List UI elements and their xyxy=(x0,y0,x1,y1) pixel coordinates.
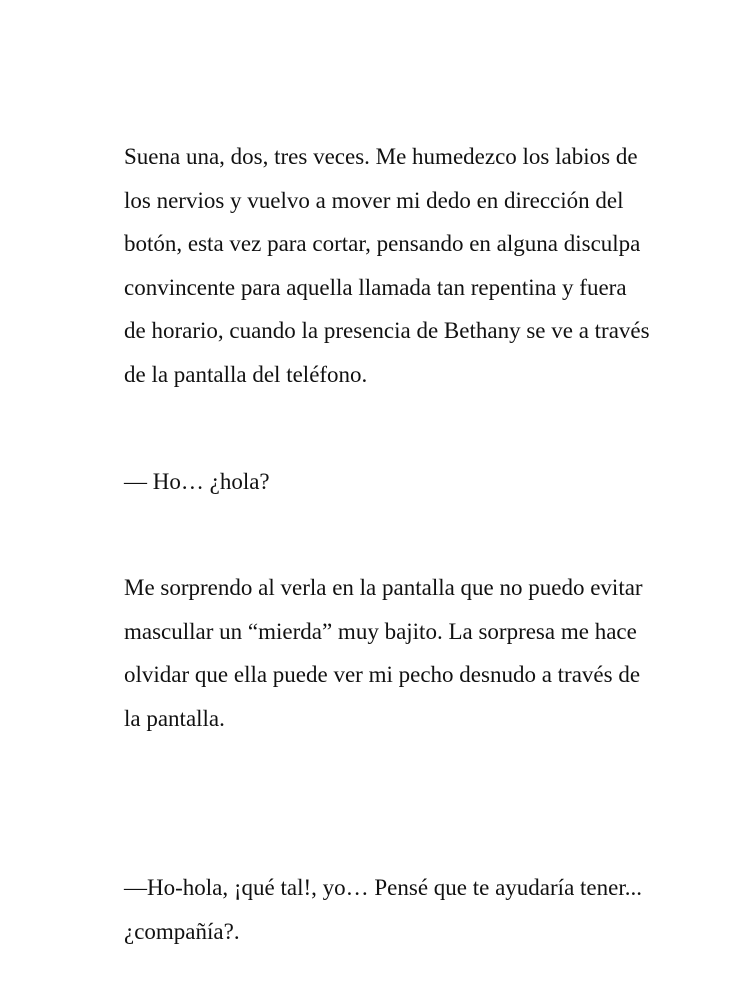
text-line: de la pantalla del teléfono. xyxy=(124,361,368,387)
text-line: convincente para aquella llamada tan repentina y fuera xyxy=(124,274,627,300)
text-line: Me sorprendo al verla en la pantalla que no puedo evitar xyxy=(124,575,643,600)
paragraph-dialogue-company xyxy=(124,866,642,953)
text-line: mascullar un “mierda” muy bajito. La sorpresa me hace xyxy=(124,618,637,644)
text-line: Suena una, dos, tres veces. Me humedezco los labios de xyxy=(124,144,638,169)
text-line: los nervios y vuelvo a mover mi dedo en dirección del xyxy=(124,187,624,213)
text-line: la pantalla. xyxy=(124,705,225,731)
paragraph-dialogue-hola xyxy=(124,460,270,504)
text-line: de horario, cuando la presencia de Bethany se ve a través xyxy=(124,318,650,343)
text-line: ¿compañía?. xyxy=(124,918,240,944)
text-line: olvidar que ella puede ver mi pecho desnudo a través de xyxy=(124,662,641,687)
paragraph-narration-surprise xyxy=(124,566,643,740)
paragraph-narration-call xyxy=(124,135,650,396)
text-line: — Ho… ¿hola? xyxy=(124,469,270,494)
text-line: —Ho-hola, ¡qué tal!, yo… Pensé que te ayudaría tener... xyxy=(124,875,642,900)
text-line: botón, esta vez para cortar, pensando en alguna disculpa xyxy=(124,231,641,256)
